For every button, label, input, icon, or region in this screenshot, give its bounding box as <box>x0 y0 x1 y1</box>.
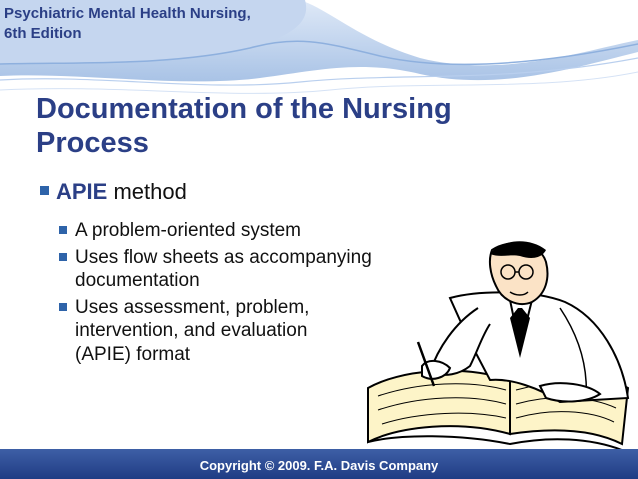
book-title-line2: 6th Edition <box>4 25 82 42</box>
square-bullet-icon <box>59 253 67 261</box>
slide-title-line2: Process <box>36 127 149 159</box>
slide-title <box>36 92 506 160</box>
doctor-writing-illustration-icon <box>360 238 635 453</box>
sub-bullet-line: intervention, and evaluation <box>75 320 308 341</box>
bullet-keyword: APIE <box>56 179 108 204</box>
square-bullet-icon <box>40 186 49 195</box>
book-title-line1: Psychiatric Mental Health Nursing, <box>4 5 251 22</box>
book-title <box>4 4 251 44</box>
bullet-list <box>38 177 187 207</box>
copyright-text: Copyright © 2009. F.A. Davis Company <box>199 458 439 473</box>
sub-bullet-line: documentation <box>75 270 200 291</box>
bullet-apie-method <box>38 177 187 207</box>
sub-bullet-line: Uses assessment, problem, <box>75 296 310 318</box>
slide-title-line1: Documentation of the Nursing <box>36 93 452 125</box>
square-bullet-icon <box>59 303 67 311</box>
bullet-text: method <box>107 179 187 204</box>
sub-bullet-line: Uses flow sheets as accompanying <box>75 246 372 268</box>
sub-bullet-line: A problem-oriented system <box>75 220 301 241</box>
square-bullet-icon <box>59 226 67 234</box>
sub-bullet-line: (APIE) format <box>75 343 191 365</box>
